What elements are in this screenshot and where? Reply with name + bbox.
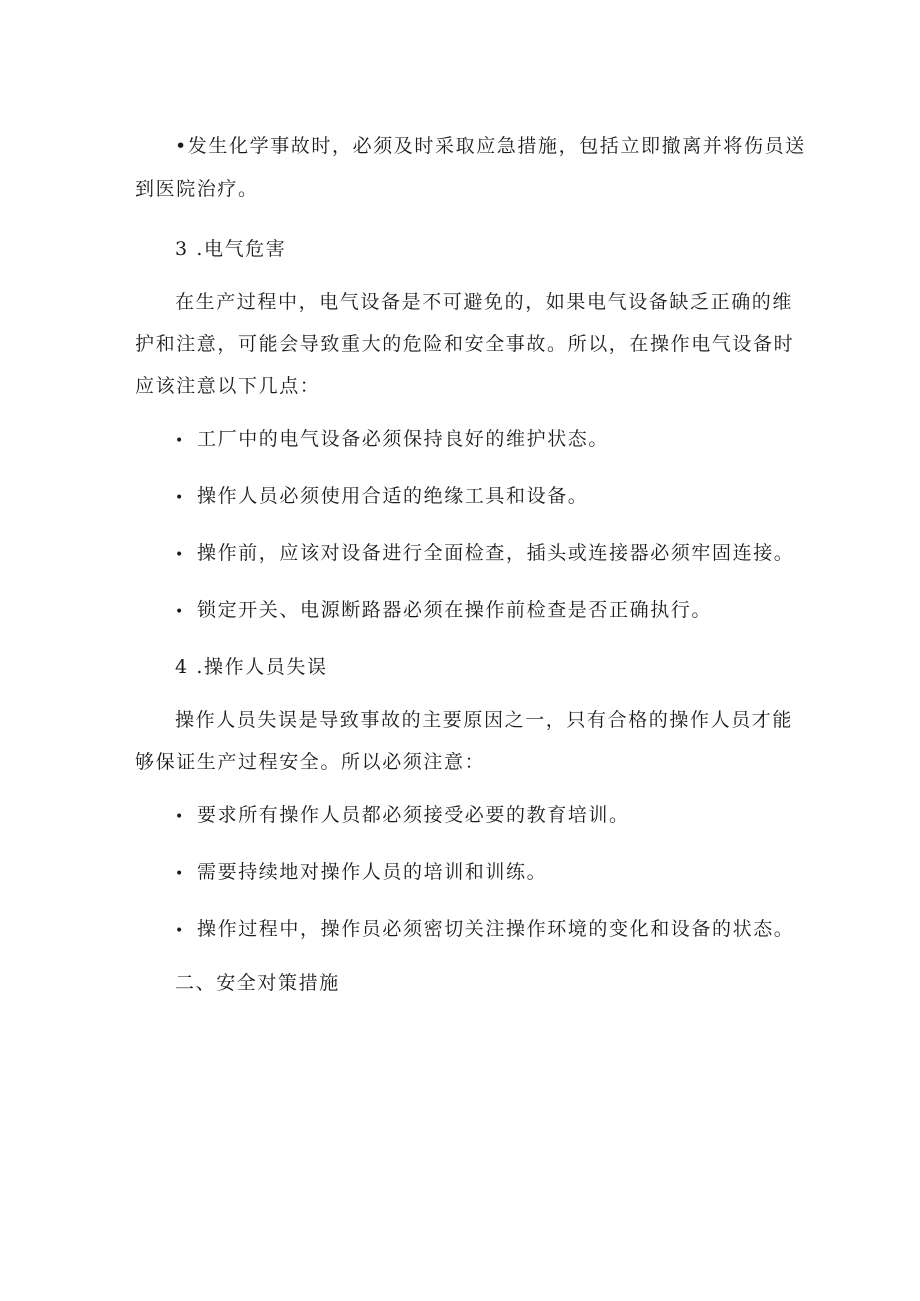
section-4-heading: 4 .操作人员失误 — [175, 656, 328, 678]
list-item-text: 需要持续地对操作人员的培训和训练。 — [197, 861, 548, 883]
bullet-icon: • — [175, 433, 185, 449]
section-3-para-line-2: 护和注意，可能会导致重大的危险和安全事故。所以，在操作电气设备时 — [135, 333, 795, 355]
bullet-icon: • — [175, 604, 185, 620]
section-4-para-line-2: 够保证生产过程安全。所以必须注意： — [135, 751, 486, 773]
intro-bullet-line-2: 到医院治疗。 — [135, 178, 259, 200]
bullet-icon: • — [175, 547, 185, 563]
section-3-para-line-1: 在生产过程中，电气设备是不可避免的，如果电气设备缺乏正确的维 — [175, 291, 794, 313]
list-item — [175, 855, 547, 891]
section-two-heading: 二、安全对策措施 — [175, 972, 340, 994]
bullet-icon: • — [175, 866, 185, 882]
bullet-icon: • — [175, 490, 185, 506]
list-item-text: 工厂中的电气设备必须保持良好的维护状态。 — [197, 428, 610, 450]
list-item-text: 锁定开关、电源断路器必须在操作前检查是否正确执行。 — [197, 599, 713, 621]
bullet-icon: • — [175, 809, 185, 825]
bullet-icon: • — [175, 923, 185, 939]
list-item-text: 操作前，应该对设备进行全面检查，插头或连接器必须牢固连接。 — [197, 542, 795, 564]
section-4-para-line-1: 操作人员失误是导致事故的主要原因之一，只有合格的操作人员才能 — [175, 709, 794, 731]
list-item — [175, 798, 630, 834]
section-3-heading: 3 .电气危害 — [175, 238, 287, 260]
list-item — [175, 912, 794, 948]
list-item-text: 操作过程中，操作员必须密切关注操作环境的变化和设备的状态。 — [197, 918, 795, 940]
list-item-text: 操作人员必须使用合适的绝缘工具和设备。 — [197, 485, 589, 507]
list-item-text: 要求所有操作人员都必须接受必要的教育培训。 — [197, 804, 630, 826]
list-item — [175, 422, 609, 458]
section-3-para-line-3: 应该注意以下几点： — [135, 375, 321, 397]
intro-bullet-line-1: •发生化学事故时，必须及时采取应急措施，包括立即撤离并将伤员送 — [175, 135, 806, 157]
list-item — [175, 593, 712, 629]
list-item — [175, 536, 794, 572]
list-item — [175, 479, 588, 515]
